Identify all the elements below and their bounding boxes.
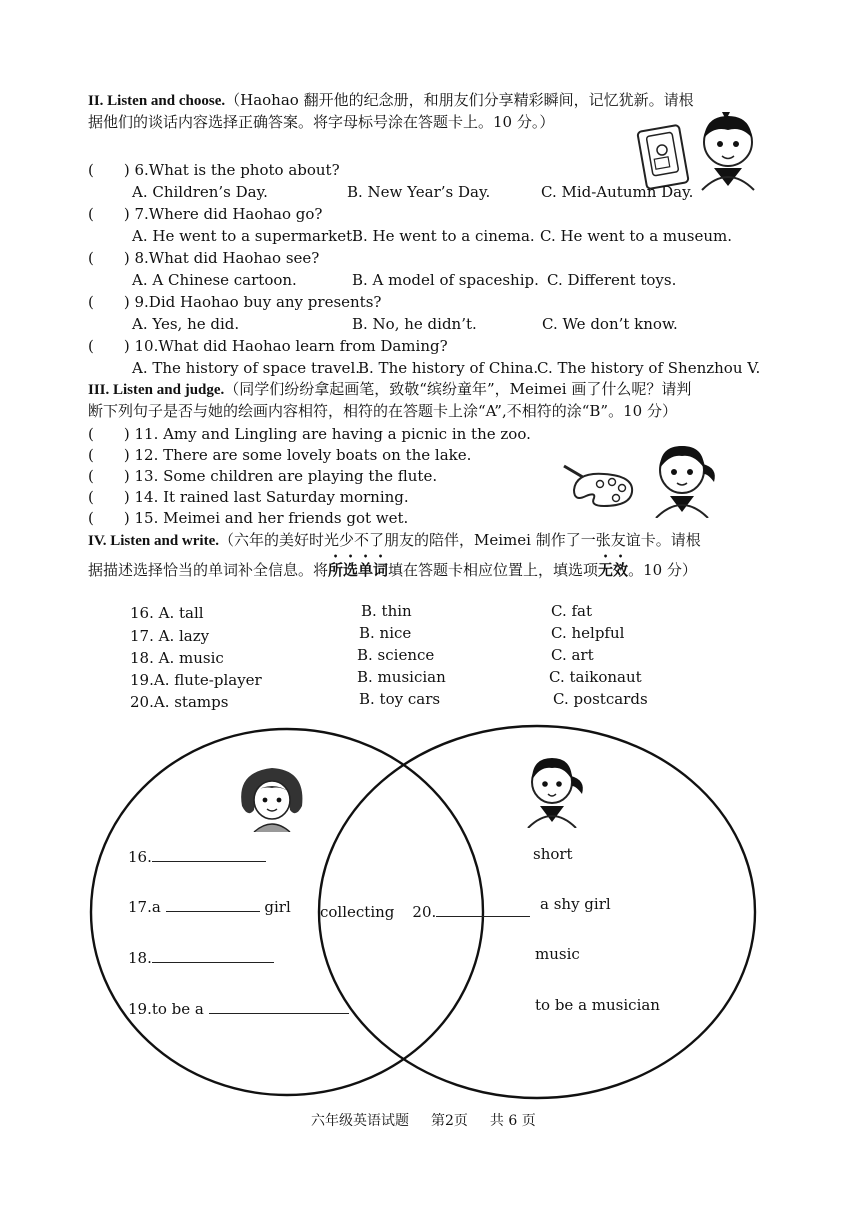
venn-right-4: to be a musician bbox=[535, 996, 660, 1014]
answer-paren: ( bbox=[88, 425, 94, 443]
venn-item-19: 19.to be a bbox=[128, 1000, 349, 1018]
option-c: C. We don’t know. bbox=[542, 315, 678, 333]
answer-paren: ( bbox=[88, 205, 94, 223]
footer-total: 共 6 页 bbox=[489, 1113, 536, 1129]
venn-right-1: short bbox=[533, 845, 573, 863]
section3-instruction-2: 断下列句子是否与她的绘画内容相符，相符的在答题卡上涂“A”,不相符的涂“B”。10 分） bbox=[88, 402, 677, 420]
venn-item-16: 16. bbox=[128, 848, 266, 866]
option-row-17a: 17. A. lazy bbox=[130, 627, 210, 645]
answer-blank-17[interactable] bbox=[166, 910, 260, 912]
venn-right-3: music bbox=[535, 945, 580, 963]
option-c: C. He went to a museum. bbox=[540, 227, 733, 245]
option-row-19c: C. taikonaut bbox=[549, 668, 642, 686]
option-row-16a: 16. A. tall bbox=[130, 604, 204, 622]
section4-instruction-2: 据描述选择恰当的单词补全信息。将所选单词填在答题卡相应位置上，填选项无效。10 分） bbox=[88, 561, 697, 579]
option-row-16c: C. fat bbox=[551, 602, 593, 620]
option-row-18c: C. art bbox=[551, 646, 594, 664]
question-10: ( ) 10.What did Haohao learn from Daming? bbox=[88, 337, 448, 355]
question-7: ( ) 7.Where did Haohao go? bbox=[88, 205, 323, 223]
venn-item-18: 18. bbox=[128, 949, 274, 967]
meimei-head-icon bbox=[522, 752, 590, 828]
option-c: C. The history of Shenzhou V. bbox=[537, 359, 761, 377]
venn-middle: collecting 20. bbox=[320, 903, 530, 921]
question-9: ( ) 9.Did Haohao buy any presents? bbox=[88, 293, 382, 311]
option-row-17c: C. helpful bbox=[551, 624, 625, 642]
option-a: A. A Chinese cartoon. bbox=[132, 271, 297, 289]
option-row-16b: B. thin bbox=[361, 602, 412, 620]
answer-paren: ( bbox=[88, 249, 94, 267]
option-row-18b: B. science bbox=[357, 646, 435, 664]
option-row-20b: B. toy cars bbox=[359, 690, 441, 708]
answer-blank-18[interactable] bbox=[152, 961, 274, 963]
option-c: C. Different toys. bbox=[547, 271, 677, 289]
answer-paren: ( bbox=[88, 337, 94, 355]
option-b: B. He went to a cinema. bbox=[352, 227, 535, 245]
section4-instruction-1: （六年的美好时光少不了朋友的陪伴，Meimei 制作了一张友谊卡。请根 bbox=[219, 531, 701, 549]
option-c: C. Mid-Autumn Day. bbox=[541, 183, 694, 201]
option-a: A. The history of space travel. bbox=[132, 359, 361, 377]
section3-instruction-1: （同学们纷纷拿起画笔，致敬“缤纷童年”，Meimei 画了什么呢？请判 bbox=[224, 380, 692, 398]
answer-paren: ( bbox=[88, 509, 94, 527]
judge-item-15: ( ) 15. Meimei and her friends got wet. bbox=[88, 509, 409, 527]
section2-instruction-2: 据他们的谈话内容选择正确答案。将字母标号涂在答题卡上。10 分。） bbox=[88, 113, 555, 131]
question-8: ( ) 8.What did Haohao see? bbox=[88, 249, 320, 267]
section3-title: III. Listen and judge. bbox=[88, 382, 225, 398]
answer-paren: ( bbox=[88, 467, 94, 485]
option-a: A. Children’s Day. bbox=[132, 183, 268, 201]
answer-paren: ( bbox=[88, 161, 94, 179]
girl-friend-head-icon bbox=[236, 762, 308, 832]
option-row-17b: B. nice bbox=[359, 624, 412, 642]
venn-item-17: 17.a girl bbox=[128, 898, 291, 916]
answer-blank-20[interactable] bbox=[436, 915, 530, 917]
answer-paren: ( bbox=[88, 488, 94, 506]
option-row-19b: B. musician bbox=[357, 668, 446, 686]
option-b: B. A model of spaceship. bbox=[352, 271, 539, 289]
judge-item-11: ( ) 11. Amy and Lingling are having a picnic in the zoo. bbox=[88, 425, 531, 443]
section4-title: IV. Listen and write. bbox=[88, 533, 219, 549]
option-a: A. He went to a supermarket. bbox=[132, 227, 357, 245]
option-row-18a: 18. A. music bbox=[130, 649, 224, 667]
page-footer bbox=[311, 1110, 536, 1130]
judge-item-14: ( ) 14. It rained last Saturday morning. bbox=[88, 488, 409, 506]
venn-right-2: a shy girl bbox=[540, 895, 611, 913]
option-b: B. The history of China. bbox=[358, 359, 539, 377]
section2-title: II. Listen and choose. bbox=[88, 93, 226, 109]
footer-subject: 六年级英语试题 bbox=[311, 1113, 409, 1129]
question-6: ( ) 6.What is the photo about? bbox=[88, 161, 340, 179]
judge-item-13: ( ) 13. Some children are playing the flute. bbox=[88, 467, 438, 485]
judge-item-12: ( ) 12. There are some lovely boats on the lake. bbox=[88, 446, 472, 464]
option-b: B. New Year’s Day. bbox=[347, 183, 491, 201]
answer-paren: ( bbox=[88, 293, 94, 311]
answer-blank-19[interactable] bbox=[209, 1012, 349, 1014]
option-row-20a: 20.A. stamps bbox=[130, 693, 229, 711]
answer-blank-16[interactable] bbox=[152, 860, 266, 862]
option-a: A. Yes, he did. bbox=[132, 315, 240, 333]
footer-page: 第2页 bbox=[431, 1113, 468, 1129]
option-row-19a: 19.A. flute-player bbox=[130, 671, 262, 689]
section2-instruction-1: （Haohao 翻开他的纪念册，和朋友们分享精彩瞬间，记忆犹新。请根 bbox=[225, 91, 694, 109]
answer-paren: ( bbox=[88, 446, 94, 464]
option-b: B. No, he didn’t. bbox=[352, 315, 477, 333]
option-row-20c: C. postcards bbox=[553, 690, 648, 708]
